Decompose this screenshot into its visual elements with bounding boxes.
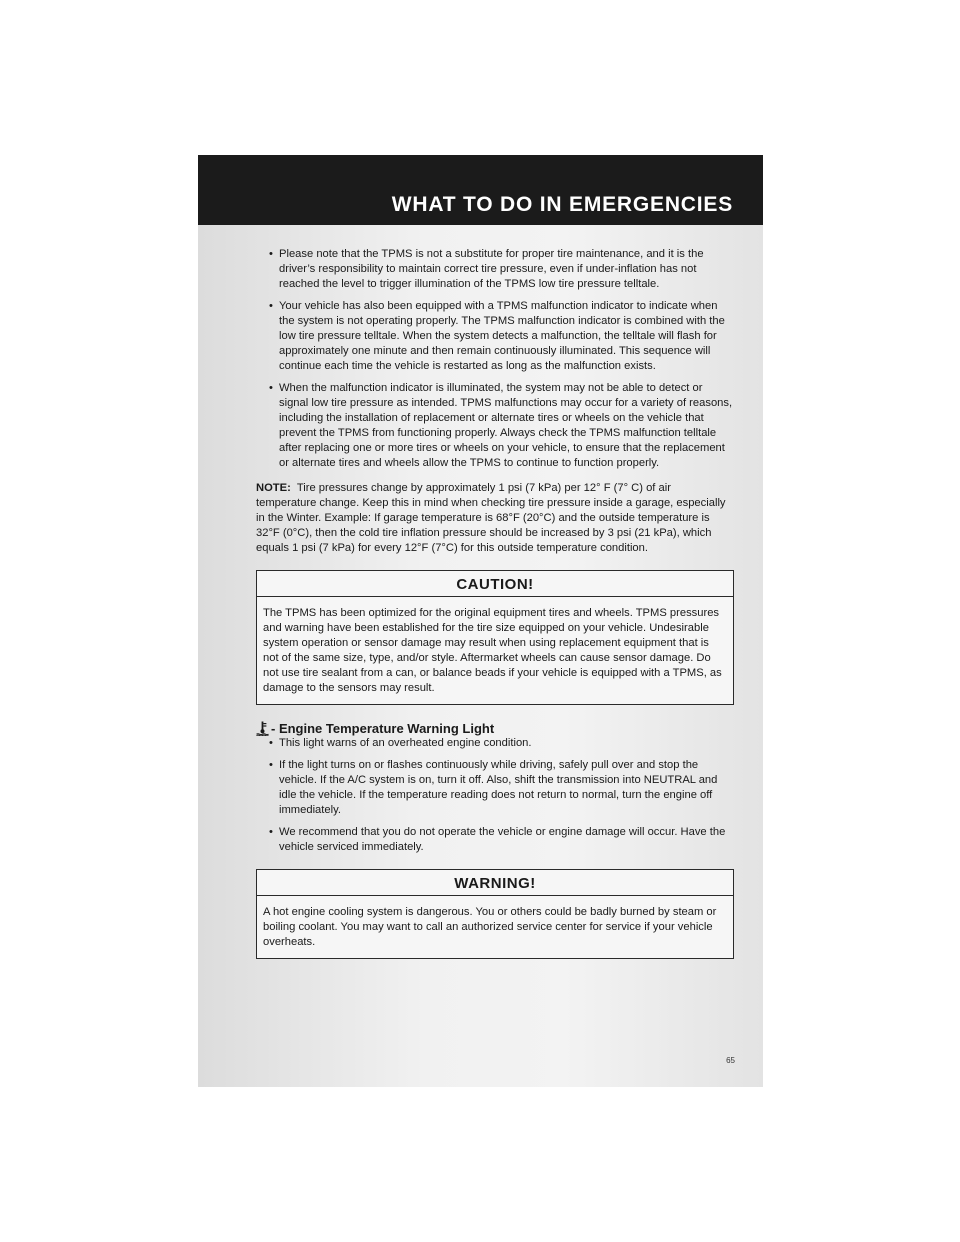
page-title: WHAT TO DO IN EMERGENCIES bbox=[391, 193, 733, 216]
engine-temperature-heading bbox=[256, 721, 734, 736]
engine-bullet-list bbox=[256, 736, 734, 855]
list-item: • Your vehicle has also been equipped with a TPMS malfunction indicator to indicate when the system is not operating properly. The TPMS malfunction indicator is combined with the low tire pressure telltale. When the system detects a malfunction, the telltale will flash for approximately one minute and then remain continuously illuminated. This sequence will continue each time the vehicle is restarted as long as the malfunction exists. bbox=[256, 299, 734, 374]
manual-page bbox=[198, 155, 763, 1087]
page-content bbox=[256, 247, 734, 959]
engine-temperature-icon bbox=[256, 721, 269, 736]
list-item: • If the light turns on or flashes continuously while driving, safely pull over and stop the vehicle. If the A/C system is on, turn it off. Also, shift the transmission into NEUTRAL and idle the vehicle. If the temperature reading does not return to normal, turn the engine off immediately. bbox=[256, 758, 734, 818]
caution-box bbox=[256, 570, 734, 705]
section-heading: - Engine Temperature Warning Light bbox=[271, 721, 495, 736]
list-item: • This light warns of an overheated engine condition. bbox=[256, 736, 734, 751]
warning-text: A hot engine cooling system is dangerous. You or others could be badly burned by steam or boiling coolant. You may want to call an authorized service center for service if your vehicle overheats. bbox=[263, 906, 717, 948]
page-header bbox=[198, 155, 763, 225]
warning-box bbox=[256, 869, 734, 959]
tpms-bullet-list bbox=[256, 247, 734, 471]
warning-title: WARNING! bbox=[257, 870, 733, 896]
caution-text: The TPMS has been optimized for the original equipment tires and wheels. TPMS pressures and warning have been established for the tire size equipped on your vehicle. Undesirable system operation or sensor damage may result when using replacement equipment that is not of the same size, type, and/or style. Aftermarket wheels can cause sensor damage. Do not use tire sealant from a can, or balance beads if your vehicle is equipped with a TPMS, as damage to the sensors may result. bbox=[263, 607, 722, 694]
caution-title: CAUTION! bbox=[257, 571, 733, 597]
list-item: • We recommend that you do not operate the vehicle or engine damage will occur. Have the vehicle serviced immediately. bbox=[256, 825, 734, 855]
page-number: 65 bbox=[726, 1056, 735, 1065]
list-item: • Please note that the TPMS is not a substitute for proper tire maintenance, and it is the driver’s responsibility to maintain correct tire pressure, even if under-inflation has not reached the level to trigger illumination of the TPMS low tire pressure telltale. bbox=[256, 247, 734, 292]
note-text: Tire pressures change by approximately 1 psi (7 kPa) per 12° F (7° C) of air temperature change. Keep this in mind when checking tire pressure inside a garage, especially in the Winter. Example: If garage temperature is 68°F (20°C) and the outside temperature is 32°F (0°C), then the cold tire inflation pressure should be increased by 3 psi (21 kPa), which equals 1 psi (7 kPa) for every 12°F (7°C) for this outside temperature condition. bbox=[256, 482, 726, 554]
list-item: • When the malfunction indicator is illuminated, the system may not be able to detect or signal low tire pressure as intended. TPMS malfunctions may occur for a variety of reasons, including the installation of replacement or alternate tires or wheels on the vehicle that prevent the TPMS from functioning properly. Always check the TPMS malfunction telltale after replacing one or more tires or wheels on your vehicle, to ensure that the replacement or alternate tires and wheels allow the TPMS to continue to function properly. bbox=[256, 381, 734, 471]
note-paragraph bbox=[256, 481, 734, 556]
note-label: NOTE: bbox=[256, 482, 291, 494]
